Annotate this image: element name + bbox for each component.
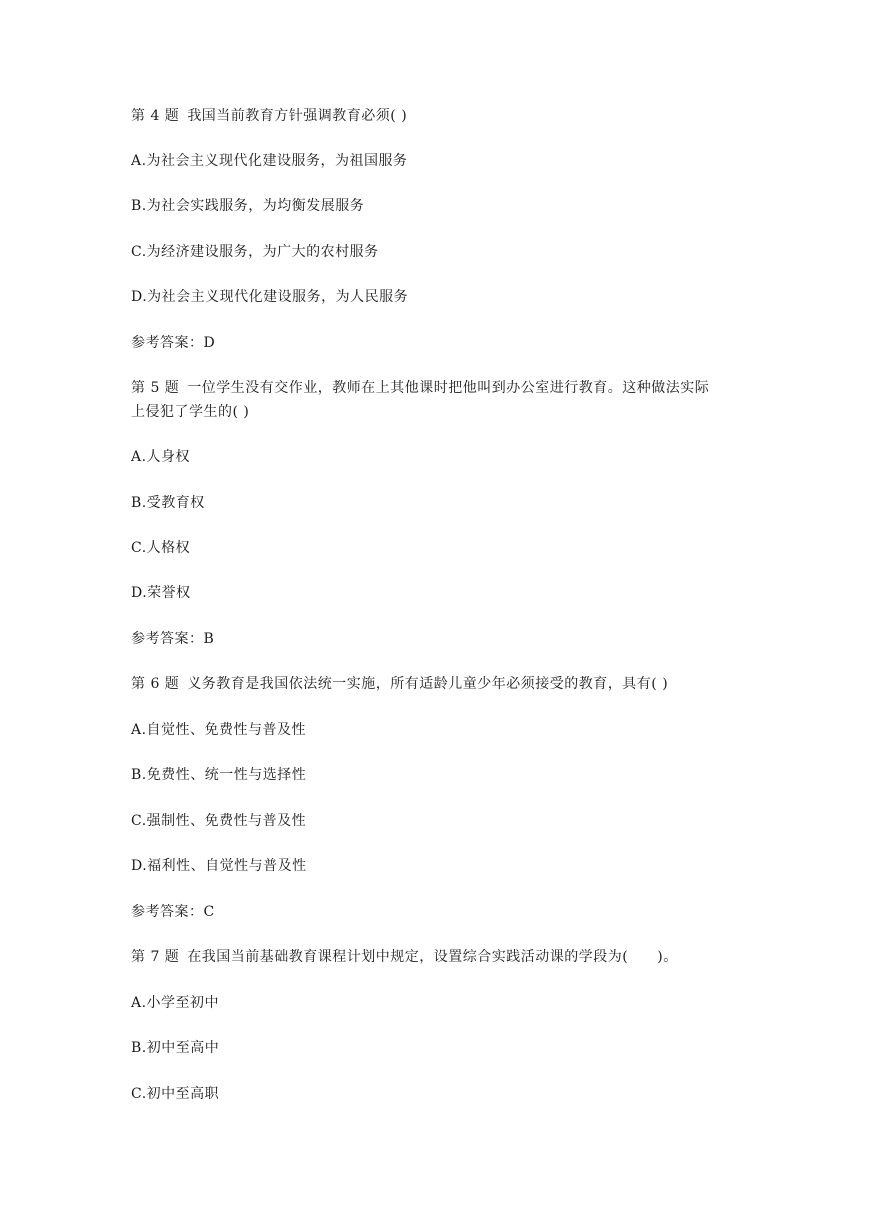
- question-5-option-a: A.人身权: [131, 449, 191, 465]
- question-5-number: 第 5 题: [131, 380, 180, 396]
- question-5-option-c: C.人格权: [131, 540, 191, 556]
- question-7-option-a: A.小学至初中: [131, 995, 220, 1011]
- question-6-stem: [131, 674, 668, 694]
- question-7-text: 在我国当前基础教育课程计划中规定，设置综合实践活动课的学段为( )。: [187, 949, 678, 965]
- question-5-option-b: B.受教育权: [131, 495, 205, 511]
- question-6-answer: 参考答案：C: [131, 904, 215, 920]
- question-4-answer: 参考答案：D: [131, 335, 216, 351]
- question-4-stem: [131, 106, 407, 126]
- question-5-answer: 参考答案：B: [131, 631, 215, 647]
- question-4-option-d: D.为社会主义现代化建设服务，为人民服务: [131, 289, 409, 305]
- question-7-stem: [131, 947, 678, 967]
- question-4-option-b: B.为社会实践服务，为均衡发展服务: [131, 198, 365, 214]
- question-5-stem: [131, 378, 709, 398]
- question-6-option-d: D.福利性、自觉性与普及性: [131, 858, 307, 874]
- question-7-option-c: C.初中至高职: [131, 1086, 220, 1102]
- question-6-text: 义务教育是我国依法统一实施，所有适龄儿童少年必须接受的教育，具有( ): [187, 676, 669, 692]
- question-4-option-c: C.为经济建设服务，为广大的农村服务: [131, 244, 379, 260]
- question-6-number: 第 6 题: [131, 676, 180, 692]
- question-5-text-line-2: 上侵犯了学生的( ): [131, 404, 250, 420]
- question-6-option-a: A.自觉性、免费性与普及性: [131, 722, 307, 738]
- question-5-text-line-1: 一位学生没有交作业，教师在上其他课时把他叫到办公室进行教育。这种做法实际: [187, 380, 710, 396]
- question-6-option-b: B.免费性、统一性与选择性: [131, 767, 307, 783]
- question-4-text: 我国当前教育方针强调教育必须( ): [187, 108, 408, 124]
- question-5-option-d: D.荣誉权: [131, 585, 191, 601]
- question-6-option-c: C.强制性、免费性与普及性: [131, 813, 307, 829]
- question-4-number: 第 4 题: [131, 108, 180, 124]
- question-7-number: 第 7 题: [131, 949, 180, 965]
- question-4-option-a: A.为社会主义现代化建设服务，为祖国服务: [131, 153, 408, 169]
- question-7-option-b: B.初中至高中: [131, 1040, 220, 1056]
